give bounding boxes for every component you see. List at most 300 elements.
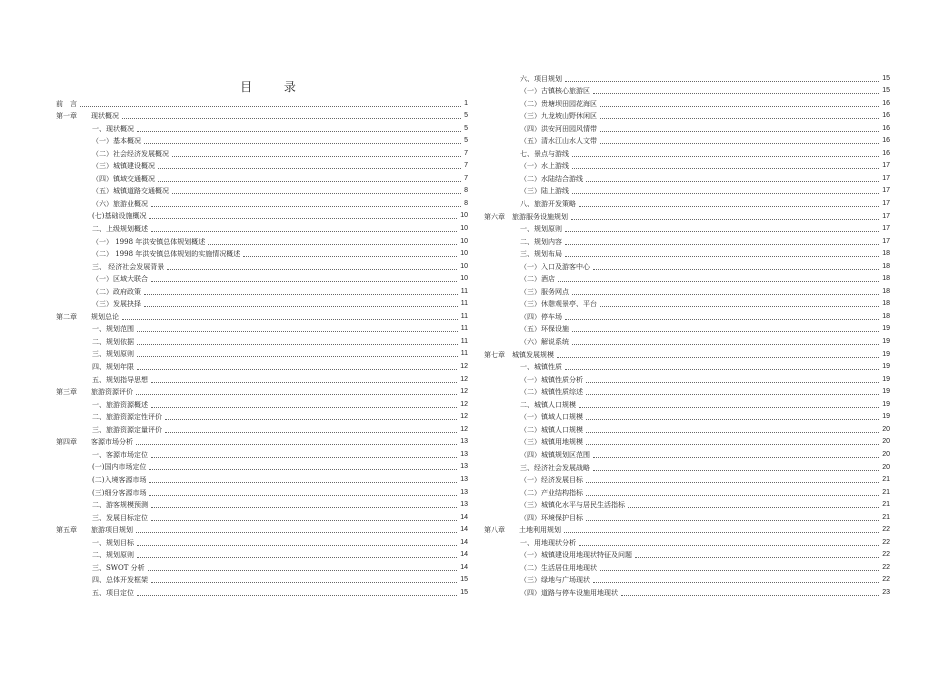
dot-leader [151, 457, 457, 458]
toc-entry-label: 三、旅游资源定量评价 [92, 425, 162, 434]
dot-leader [600, 131, 879, 132]
toc-entry-page-number: 20 [882, 450, 890, 458]
dot-leader [600, 118, 879, 119]
toc-entry-label: （三）休憩观景亭、平台 [520, 300, 597, 309]
dot-leader [579, 545, 879, 546]
toc-entry-page-number: 13 [460, 450, 468, 458]
toc-entry[interactable] [56, 373, 468, 386]
toc-entry-page-number: 19 [882, 338, 890, 346]
dot-leader [572, 331, 879, 332]
toc-entry[interactable] [484, 210, 890, 223]
dot-leader [557, 357, 879, 358]
toc-entry-label: 一、规划目标 [92, 538, 134, 547]
toc-entry[interactable] [484, 285, 890, 298]
dot-leader [600, 106, 879, 107]
toc-entry[interactable] [56, 97, 468, 110]
toc-entry-label: （五）环保设施 [520, 325, 569, 334]
toc-entry-label: 二、上级规划概述 [92, 225, 148, 234]
toc-entry-page-number: 15 [460, 576, 468, 584]
toc-entry[interactable] [484, 197, 890, 210]
toc-entry[interactable] [56, 197, 468, 210]
toc-entry-label: 二、游客规模预测 [92, 501, 148, 510]
toc-entry-label: 一、旅游资源概述 [92, 400, 148, 409]
toc-entry[interactable] [484, 260, 890, 273]
toc-entry-label: 五、项目定位 [92, 588, 134, 597]
toc-entry-label: 三、规划布局 [520, 250, 562, 259]
toc-entry-page-number: 13 [460, 438, 468, 446]
toc-entry-label: （五）清水江山水人文带 [520, 137, 597, 146]
toc-entry-label: 二、规划内容 [520, 237, 562, 246]
dot-leader [151, 407, 457, 408]
toc-entry-label: （二） 1998 年洪安镇总体规划的实施情况概述 [92, 250, 241, 259]
toc-entry[interactable] [484, 85, 890, 98]
toc-entry-page-number: 15 [882, 87, 890, 95]
toc-entry-label: （二）产业结构指标 [520, 488, 583, 497]
dot-leader [586, 495, 879, 496]
toc-entry-page-number: 17 [882, 237, 890, 245]
toc-entry[interactable] [56, 486, 468, 499]
toc-entry[interactable] [484, 335, 890, 348]
dot-leader [586, 520, 879, 521]
toc-entry-label: （二）社会经济发展概况 [92, 149, 169, 158]
toc-entry-page-number: 11 [460, 287, 468, 295]
toc-entry-page-number: 19 [882, 325, 890, 333]
dot-leader [80, 106, 461, 107]
toc-entry[interactable] [56, 549, 468, 562]
dot-leader [593, 93, 879, 94]
toc-entry[interactable] [484, 361, 890, 374]
toc-entry-label: 四、总体开发框架 [92, 576, 148, 585]
toc-entry-label: 第四章 客源市场分析 [56, 438, 133, 447]
toc-entry-page-number: 20 [882, 425, 890, 433]
toc-entry-page-number: 21 [882, 501, 890, 509]
toc-entry-label: 一、客源市场定位 [92, 450, 148, 459]
toc-entry-label: 二、规划依据 [92, 337, 134, 346]
toc-entry[interactable] [56, 360, 468, 373]
toc-entry-page-number: 7 [464, 149, 468, 157]
toc-entry-page-number: 10 [460, 212, 468, 220]
toc-entry-label: （四）洪安河田园风情带 [520, 124, 597, 133]
dot-leader [151, 206, 461, 207]
toc-left-column [56, 97, 468, 599]
dot-leader [565, 231, 879, 232]
dot-leader [158, 168, 461, 169]
toc-entry-label: 一、规划原则 [520, 225, 562, 234]
dot-leader [586, 419, 879, 420]
toc-entry-label: 三、SWOT 分析 [92, 563, 145, 572]
toc-entry-page-number: 17 [882, 212, 890, 220]
toc-entry[interactable] [56, 285, 468, 298]
toc-entry[interactable] [56, 160, 468, 173]
dot-leader [137, 344, 458, 345]
dot-leader [243, 256, 457, 257]
toc-entry-page-number: 17 [882, 187, 890, 195]
toc-entry-page-number: 14 [460, 538, 468, 546]
toc-entry-page-number: 17 [882, 162, 890, 170]
toc-entry[interactable] [484, 499, 890, 512]
toc-entry-label: 六、项目规划 [520, 74, 562, 83]
toc-entry-label: (一)国内市场定位 [92, 463, 147, 472]
toc-entry-label: （一）入口及游客中心 [520, 262, 590, 271]
toc-entry[interactable] [484, 461, 890, 474]
toc-entry-page-number: 7 [464, 174, 468, 182]
dot-leader [208, 244, 457, 245]
toc-entry-label: 三、规划原则 [92, 350, 134, 359]
toc-entry[interactable] [56, 248, 468, 261]
toc-entry[interactable] [484, 549, 890, 562]
dot-leader [565, 319, 879, 320]
toc-entry-page-number: 22 [882, 563, 890, 571]
toc-entry-page-number: 12 [460, 425, 468, 433]
toc-entry[interactable] [484, 110, 890, 123]
toc-entry[interactable] [56, 172, 468, 185]
toc-entry-page-number: 17 [882, 225, 890, 233]
toc-entry-page-number: 18 [882, 262, 890, 270]
dot-leader [565, 81, 879, 82]
toc-entry-page-number: 16 [882, 149, 890, 157]
dot-leader [136, 444, 457, 445]
dot-leader [600, 306, 879, 307]
toc-entry-label: （三）城镇化水平与居民生活指标 [520, 501, 625, 510]
toc-entry-page-number: 19 [882, 388, 890, 396]
dot-leader [593, 582, 879, 583]
toc-entry-page-number: 13 [460, 488, 468, 496]
toc-entry-page-number: 19 [882, 413, 890, 421]
page-title: 目 录 [240, 80, 310, 94]
toc-entry-label: 第八章 土地利用规划 [484, 526, 561, 535]
toc-entry[interactable] [56, 273, 468, 286]
toc-entry[interactable] [484, 486, 890, 499]
toc-entry[interactable] [484, 474, 890, 487]
toc-entry[interactable] [56, 423, 468, 436]
toc-entry-page-number: 17 [882, 174, 890, 182]
toc-entry[interactable] [484, 135, 890, 148]
toc-entry[interactable] [484, 574, 890, 587]
toc-entry-page-number: 11 [460, 350, 468, 358]
toc-entry-label: 一、现状概况 [92, 124, 134, 133]
toc-entry-label: （二）生活居住用地现状 [520, 563, 597, 572]
toc-entry-page-number: 5 [464, 124, 468, 132]
dot-leader [149, 482, 457, 483]
toc-entry-page-number: 17 [882, 200, 890, 208]
toc-entry-page-number: 14 [460, 513, 468, 521]
toc-entry[interactable] [484, 448, 890, 461]
toc-entry-page-number: 7 [464, 162, 468, 170]
toc-entry[interactable] [484, 223, 890, 236]
toc-entry[interactable] [484, 235, 890, 248]
toc-entry-page-number: 22 [882, 551, 890, 559]
toc-entry[interactable] [484, 348, 890, 361]
toc-entry-label: （三）城镇用地规模 [520, 438, 583, 447]
toc-entry[interactable] [484, 248, 890, 261]
toc-entry[interactable] [56, 586, 468, 599]
dot-leader [136, 532, 457, 533]
dot-leader [621, 595, 879, 596]
toc-entry-page-number: 10 [460, 250, 468, 258]
toc-entry-page-number: 12 [460, 375, 468, 383]
dot-leader [593, 457, 879, 458]
toc-entry[interactable] [484, 561, 890, 574]
dot-leader [572, 294, 879, 295]
toc-entry-page-number: 18 [882, 287, 890, 295]
toc-entry-label: （四）环境保护目标 [520, 513, 583, 522]
toc-entry[interactable] [484, 310, 890, 323]
dot-leader [122, 118, 461, 119]
toc-entry-label: （二）政府政策 [92, 287, 141, 296]
dot-leader [151, 382, 457, 383]
toc-entry-label: 第三章 旅游资源评价 [56, 388, 133, 397]
toc-entry[interactable] [56, 335, 468, 348]
dot-leader [593, 269, 879, 270]
toc-entry-page-number: 21 [882, 513, 890, 521]
dot-leader [144, 294, 458, 295]
toc-entry-page-number: 22 [882, 576, 890, 584]
dot-leader [572, 168, 879, 169]
toc-entry-page-number: 16 [882, 99, 890, 107]
toc-entry-label: 三、经济社会发展战略 [520, 463, 590, 472]
toc-entry-label: （二）贵塘坝田园花海区 [520, 99, 597, 108]
toc-entry[interactable] [484, 524, 890, 537]
dot-leader [565, 244, 879, 245]
toc-entry[interactable] [56, 499, 468, 512]
dot-leader [137, 356, 458, 357]
toc-entry[interactable] [56, 122, 468, 135]
toc-entry-page-number: 11 [460, 325, 468, 333]
toc-entry-page-number: 10 [460, 225, 468, 233]
toc-entry-page-number: 20 [882, 463, 890, 471]
toc-entry-page-number: 19 [882, 363, 890, 371]
toc-entry[interactable] [56, 473, 468, 486]
toc-entry[interactable] [484, 298, 890, 311]
toc-entry[interactable] [56, 235, 468, 248]
dot-leader [149, 495, 457, 496]
toc-entry[interactable] [484, 373, 890, 386]
toc-entry[interactable] [56, 210, 468, 223]
toc-entry-page-number: 8 [464, 199, 468, 207]
toc-entry[interactable] [484, 323, 890, 336]
dot-leader [172, 193, 461, 194]
toc-entry-label: 二、城镇人口规模 [520, 400, 576, 409]
toc-entry[interactable] [56, 310, 468, 323]
toc-entry[interactable] [56, 185, 468, 198]
toc-entry-page-number: 14 [460, 563, 468, 571]
toc-entry[interactable] [484, 386, 890, 399]
dot-leader [600, 570, 879, 571]
toc-entry-page-number: 19 [882, 350, 890, 358]
dot-leader [172, 156, 461, 157]
toc-entry[interactable] [484, 436, 890, 449]
dot-leader [586, 482, 879, 483]
toc-entry-page-number: 22 [882, 526, 890, 534]
toc-entry-label: 第五章 旅游项目规划 [56, 526, 133, 535]
toc-entry-label: （二）水陆结合游线 [520, 174, 583, 183]
toc-entry-label: （一）古镇核心旅游区 [520, 87, 590, 96]
toc-entry[interactable] [484, 122, 890, 135]
toc-entry[interactable] [56, 386, 468, 399]
toc-entry-page-number: 14 [460, 551, 468, 559]
toc-entry-page-number: 16 [882, 137, 890, 145]
dot-leader [579, 206, 879, 207]
dot-leader [137, 595, 457, 596]
toc-entry-page-number: 18 [882, 250, 890, 258]
dot-leader [572, 344, 879, 345]
toc-entry[interactable] [56, 511, 468, 524]
toc-entry[interactable] [484, 423, 890, 436]
toc-entry-label: 一、规划范围 [92, 325, 134, 334]
toc-entry-label: (七)基础设施概况 [92, 212, 147, 221]
dot-leader [122, 319, 458, 320]
toc-entry-page-number: 11 [460, 300, 468, 308]
toc-entry-page-number: 15 [882, 74, 890, 82]
dot-leader [565, 256, 879, 257]
toc-entry[interactable] [56, 398, 468, 411]
dot-leader [167, 269, 457, 270]
toc-entry-page-number: 10 [460, 275, 468, 283]
dot-leader [137, 331, 458, 332]
toc-entry-page-number: 5 [464, 112, 468, 120]
dot-leader [586, 181, 879, 182]
dot-leader [151, 507, 457, 508]
toc-entry-page-number: 23 [882, 588, 890, 596]
dot-leader [572, 156, 879, 157]
toc-entry-label: （二）城镇性质综述 [520, 388, 583, 397]
dot-leader [149, 469, 457, 470]
toc-entry[interactable] [56, 222, 468, 235]
toc-entry-label: （一）城镇建设用地现状特征及问题 [520, 551, 632, 560]
toc-entry[interactable] [56, 147, 468, 160]
dot-leader [586, 382, 879, 383]
toc-entry[interactable] [484, 411, 890, 424]
toc-entry[interactable] [484, 172, 890, 185]
toc-entry-label: （四）停车场 [520, 312, 562, 321]
toc-entry[interactable] [56, 448, 468, 461]
toc-entry[interactable] [484, 97, 890, 110]
dot-leader [149, 218, 457, 219]
toc-entry-page-number: 11 [460, 312, 468, 320]
toc-entry[interactable] [484, 147, 890, 160]
toc-entry-label: 五、规划指导思想 [92, 375, 148, 384]
toc-entry[interactable] [56, 323, 468, 336]
toc-entry-label: （三）发展抉择 [92, 300, 141, 309]
dot-leader [600, 143, 879, 144]
toc-entry[interactable] [56, 348, 468, 361]
toc-entry[interactable] [484, 273, 890, 286]
toc-entry-label: （三）陆上游线 [520, 187, 569, 196]
dot-leader [151, 582, 457, 583]
toc-entry-page-number: 13 [460, 463, 468, 471]
dot-leader [579, 407, 879, 408]
toc-entry-label: （一）基本概况 [92, 137, 141, 146]
toc-entry[interactable] [56, 135, 468, 148]
toc-entry-page-number: 21 [882, 488, 890, 496]
toc-entry-label: （四）镇域交通概况 [92, 174, 155, 183]
dot-leader [151, 231, 457, 232]
toc-entry-page-number: 11 [460, 337, 468, 345]
toc-entry-label: 第二章 规划总论 [56, 312, 119, 321]
toc-entry[interactable] [56, 561, 468, 574]
toc-entry-page-number: 12 [460, 388, 468, 396]
toc-entry[interactable] [484, 536, 890, 549]
toc-entry[interactable] [484, 586, 890, 599]
toc-entry-label: 第六章 旅游服务设施规划 [484, 212, 568, 221]
dot-leader [586, 444, 879, 445]
dot-leader [144, 143, 461, 144]
toc-entry[interactable] [484, 511, 890, 524]
toc-entry-page-number: 13 [460, 501, 468, 509]
toc-entry[interactable] [56, 298, 468, 311]
dot-leader [151, 520, 457, 521]
toc-entry-label: 三、发展目标定位 [92, 513, 148, 522]
toc-entry-page-number: 13 [460, 475, 468, 483]
toc-right-column [484, 72, 890, 599]
toc-entry-page-number: 8 [464, 187, 468, 195]
toc-entry-label: （四）道路与停车设施用地现状 [520, 588, 618, 597]
toc-entry-label: （六）旅游业概况 [92, 199, 148, 208]
toc-entry-label: （一） 1998 年洪安镇总体规划概述 [92, 237, 206, 246]
toc-entry-label: 四、规划年限 [92, 363, 134, 372]
toc-entry-label: （一）水上游线 [520, 162, 569, 171]
toc-entry-page-number: 18 [882, 275, 890, 283]
dot-leader [144, 306, 458, 307]
dot-leader [571, 219, 879, 220]
toc-entry-label: 一、用地现状分析 [520, 538, 576, 547]
toc-entry[interactable] [56, 260, 468, 273]
dot-leader [137, 131, 461, 132]
dot-leader [148, 570, 458, 571]
toc-entry-label: 第七章 城镇发展规模 [484, 350, 554, 359]
dot-leader [628, 507, 879, 508]
toc-entry[interactable] [56, 411, 468, 424]
toc-entry[interactable] [484, 185, 890, 198]
toc-entry-page-number: 21 [882, 476, 890, 484]
toc-entry-page-number: 16 [882, 112, 890, 120]
toc-entry-page-number: 15 [460, 588, 468, 596]
toc-entry[interactable] [56, 436, 468, 449]
toc-entry[interactable] [56, 110, 468, 123]
dot-leader [151, 281, 457, 282]
dot-leader [572, 193, 879, 194]
toc-entry-label: 前 言 [56, 99, 77, 108]
toc-entry[interactable] [484, 398, 890, 411]
toc-entry[interactable] [484, 72, 890, 85]
dot-leader [635, 557, 879, 558]
dot-leader [137, 545, 457, 546]
toc-entry-label: 二、旅游资源定性评价 [92, 413, 162, 422]
toc-entry[interactable] [56, 524, 468, 537]
dot-leader [137, 369, 457, 370]
toc-entry[interactable] [56, 574, 468, 587]
dot-leader [165, 419, 457, 420]
toc-entry-label: （二）城镇人口规模 [520, 425, 583, 434]
toc-entry-label: （一）区域大联合 [92, 275, 148, 284]
toc-entry-page-number: 10 [460, 262, 468, 270]
toc-entry-label: 八、旅游开发策略 [520, 200, 576, 209]
toc-entry[interactable] [56, 536, 468, 549]
toc-entry-label: (二)入境客源市场 [92, 475, 147, 484]
toc-entry[interactable] [484, 160, 890, 173]
toc-entry-label: （一）城镇性质分析 [520, 375, 583, 384]
toc-entry-page-number: 10 [460, 237, 468, 245]
toc-entry-page-number: 1 [464, 99, 468, 107]
toc-entry-label: （五）城镇道路交通概况 [92, 187, 169, 196]
dot-leader [165, 432, 457, 433]
toc-entry-label: 二、规划原则 [92, 551, 134, 560]
toc-entry-label: （二）酒店 [520, 275, 555, 284]
toc-entry-label: （一）镇域人口规模 [520, 413, 583, 422]
toc-entry-page-number: 20 [882, 438, 890, 446]
toc-entry[interactable] [56, 461, 468, 474]
toc-entry-page-number: 22 [882, 538, 890, 546]
